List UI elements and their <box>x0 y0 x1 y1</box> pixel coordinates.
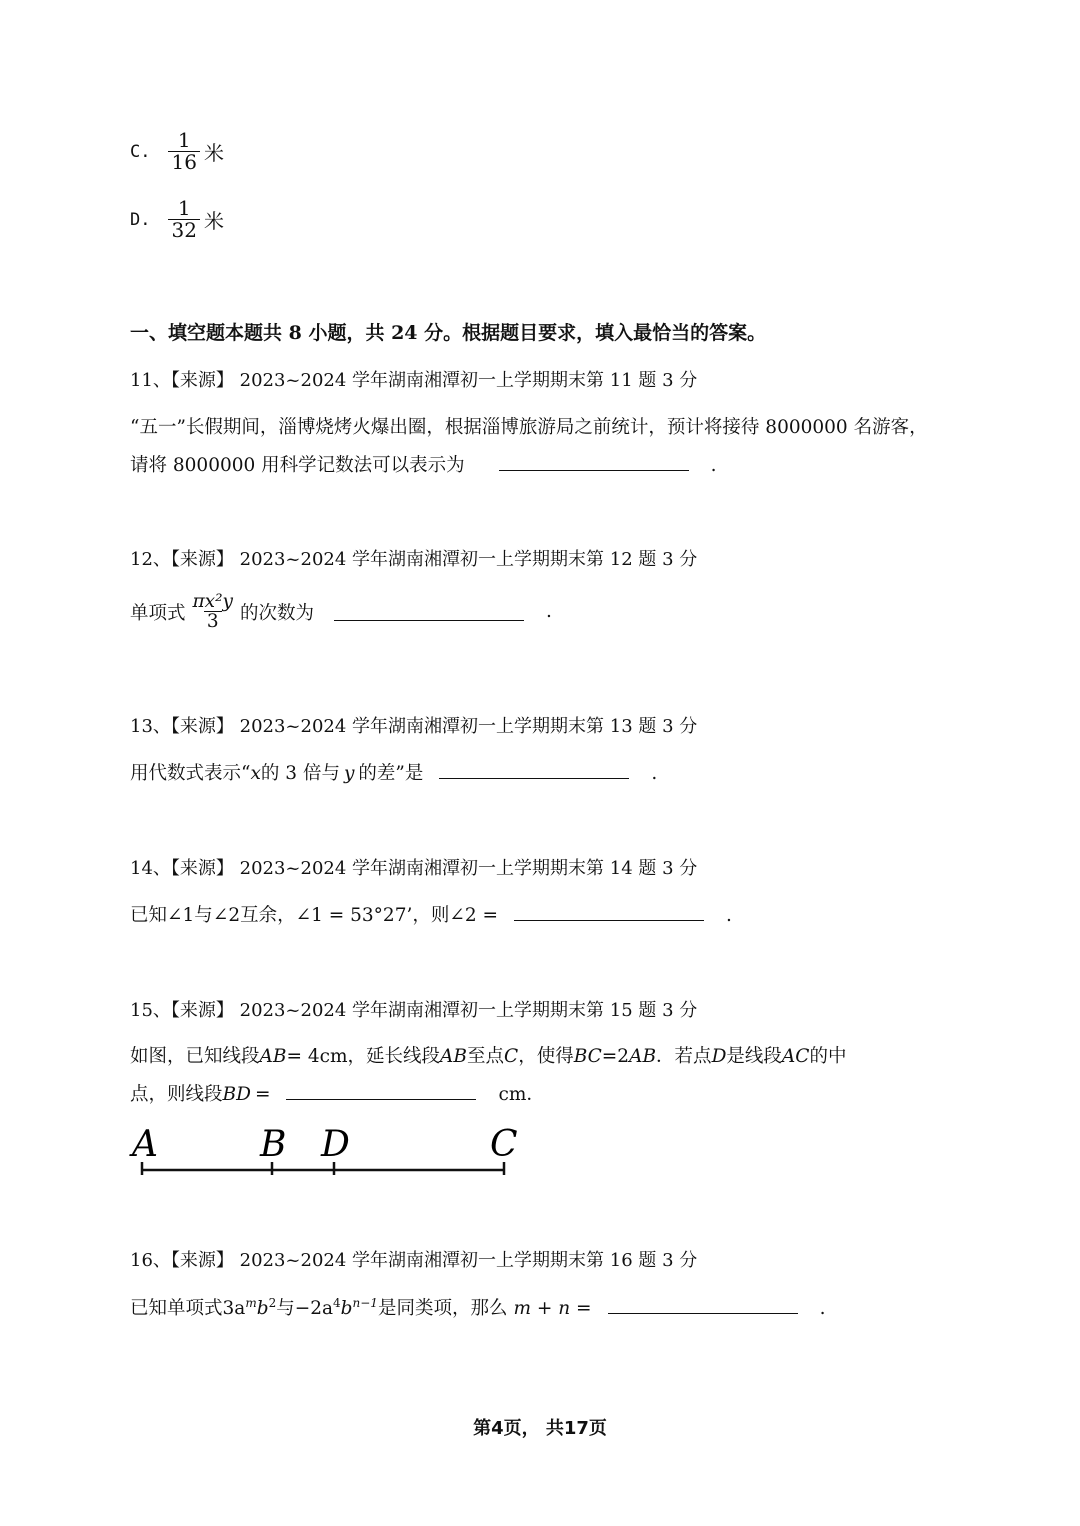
option-letter: D. <box>130 209 151 230</box>
fraction: $\frac{\text{πx²y}}{3}$ <box>192 591 233 633</box>
option-c <box>130 130 224 173</box>
question-text: 如图，已知线段AB= 4cm，延长线段AB至点C，使得BC=2AB．若点D是线段AC的中 <box>130 1046 847 1067</box>
question-text: 点，则线段BD = cm． <box>130 1080 545 1106</box>
section-title: 一、填空题本题共 8 小题，共 24 分。根据题目要求，填入最恰当的答案。 <box>130 322 767 344</box>
answer-blank[interactable] <box>334 602 524 621</box>
unit: 米 <box>203 141 224 165</box>
answer-blank[interactable] <box>499 452 689 471</box>
monomial-2: $-2a^4b^{n-1}$ <box>294 1295 378 1319</box>
answer-blank[interactable] <box>514 902 704 921</box>
segment-diagram <box>128 1122 528 1188</box>
question-text: “五一”长假期间，淄博烧烤火爆出圈，根据淄博旅游局之前统计，预计将接待 8000000 名游客， <box>130 417 928 438</box>
fraction: $\frac{1}{32}$ <box>168 198 199 241</box>
question-source: 12、【来源】 2023~2024 学年湖南湘潭初一上学期期末第 12 题 3 分 <box>130 549 698 570</box>
answer-blank[interactable] <box>286 1081 476 1100</box>
question-source: 16、【来源】 2023~2024 学年湖南湘潭初一上学期期末第 16 题 3 分 <box>130 1250 698 1271</box>
fraction: $\frac{1}{16}$ <box>168 130 199 173</box>
option-letter: C. <box>130 141 151 162</box>
unit: 米 <box>203 209 224 233</box>
point-label-a: A <box>132 1124 158 1165</box>
point-label-c: C <box>490 1124 518 1165</box>
question-source: 15、【来源】 2023~2024 学年湖南湘潭初一上学期期末第 15 题 3 分 <box>130 1000 698 1021</box>
point-label-b: B <box>260 1124 287 1165</box>
question-text: 已知单项式$3a^mb^2$与$-2a^4b^{n-1}$是同类项，那么 m + n = . <box>130 1295 826 1319</box>
question-text: 已知∠1与∠2互余，∠1 = 53°27’，则∠2 = . <box>130 901 732 927</box>
question-source: 14、【来源】 2023~2024 学年湖南湘潭初一上学期期末第 14 题 3 分 <box>130 858 698 879</box>
point-label-d: D <box>321 1124 350 1165</box>
question-text: 用代数式表示“x的 3 倍与 y 的差”是 . <box>130 759 657 785</box>
monomial-1: $3a^mb^2$ <box>222 1295 277 1319</box>
question-text: 单项式 $\frac{\text{πx²y}}{3}$ 的次数为 . <box>130 591 552 633</box>
question-source: 11、【来源】 2023~2024 学年湖南湘潭初一上学期期末第 11 题 3 分 <box>130 370 698 391</box>
answer-blank[interactable] <box>439 760 629 779</box>
question-source: 13、【来源】 2023~2024 学年湖南湘潭初一上学期期末第 13 题 3 分 <box>130 716 698 737</box>
answer-blank[interactable] <box>608 1295 798 1314</box>
page-number: 第4页， 共17页 <box>473 1418 607 1439</box>
option-d <box>130 198 224 241</box>
question-text: 请将 8000000 用科学记数法可以表示为 . <box>130 451 717 477</box>
